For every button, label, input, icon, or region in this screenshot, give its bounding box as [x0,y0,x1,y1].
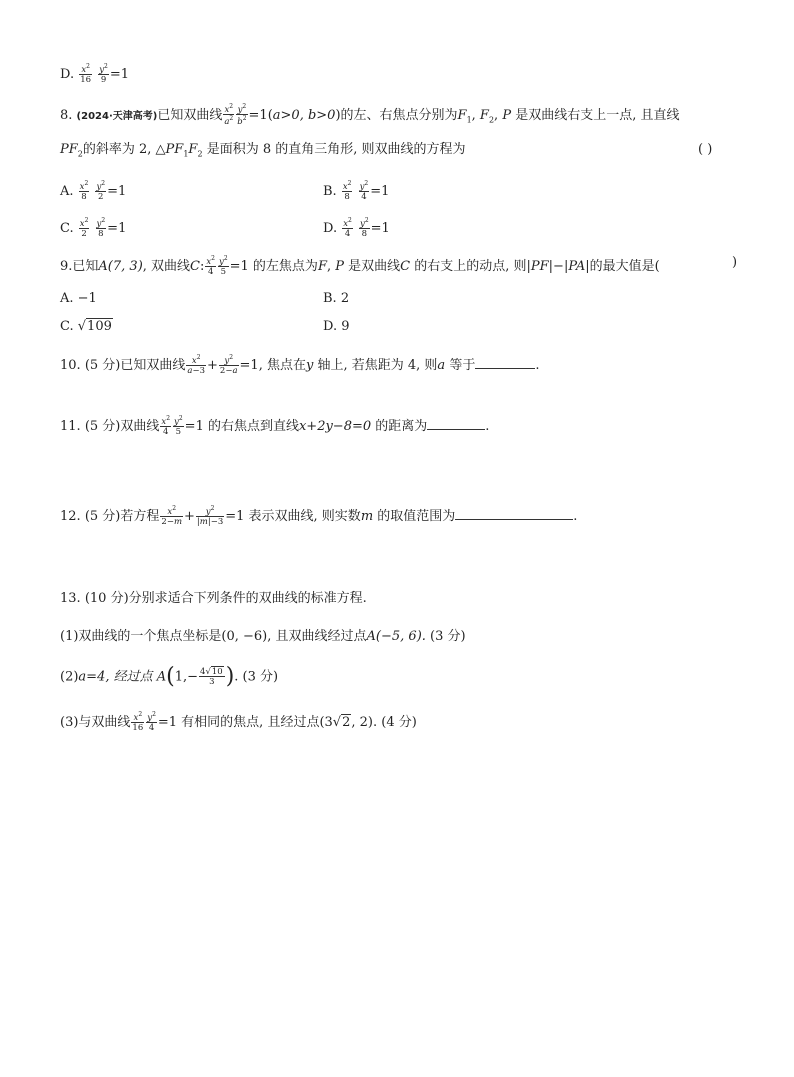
answer-blank[interactable] [455,507,573,520]
q8-option-b[interactable]: B. $\frac{x^2}{8}$ $\frac{y^2}{4}$ =1 [323,180,390,203]
q7-option-d[interactable]: D. $\frac{x^2}{16}$ $\frac{y^2}{9}$ =1 [60,63,130,86]
fraction-x2-16: $\frac{x^2}{16}$ [80,63,92,86]
question-10: 10. (5 分)已知双曲线 $\frac{x^2}{a-3}$ + $\frac{y^2}{2-a}$ =1, 焦点在y 轴上, 若焦距为 4, 则a 等于 . [60,354,540,377]
source-tag: (2024·天津高考) [76,110,158,122]
answer-blank[interactable] [427,417,485,430]
q9-option-a[interactable]: A. −1 [60,291,97,306]
fraction-x2-a2: $\frac{x^2}{a^2}$ [224,103,234,128]
answer-blank[interactable] [475,356,535,369]
question-13-part-3: (3)与双曲线 $\frac{x^2}{16}$ $\frac{y^2}{4}$ =1 有相同的焦点, 且经过点(3√2, 2). (4 分) [60,711,417,734]
question-12: 12. (5 分)若方程 $\frac{x^2}{2-m}$ + $\frac{y^2}{|m|-3}$ =1 表示双曲线, 则实数m 的取值范围为 . [60,505,578,528]
sqrt-109: 109 [87,319,112,334]
question-11: 11. (5 分)双曲线 $\frac{x^2}{4}$ $\frac{y^2}{5}$ =1 的右焦点到直线x+2y−8=0 的距离为 . [60,415,490,438]
fraction-y2-b2: $\frac{y^2}{b^2}$ [237,103,247,128]
question-13: 13. (10 分)分别求适合下列条件的双曲线的标准方程. [60,591,367,606]
question-9: 9.已知A(7, 3), 双曲线C: $\frac{x^2}{4}$ $\frac{y^2}{5}$ =1 的左焦点为F, P 是双曲线C 的右支上的动点, 则|PF|−|PA|的最大值是( [60,255,660,278]
q8-option-d[interactable]: D. $\frac{x^2}{4}$ $\frac{y^2}{8}$ =1 [323,217,390,240]
question-13-part-1: (1)双曲线的一个焦点坐标是(0, −6), 且双曲线经过点A(−5, 6). (3 分) [60,629,466,644]
question-9-answer-paren[interactable]: ) [732,255,738,270]
question-13-part-2: (2)a=4, 经过点 A(1,− $\frac{4√10}{3}$ ). (3 分) [60,664,279,689]
q9-option-c[interactable]: C. √109 [60,319,112,334]
question-8-line-2: $PF_2$的斜率为 2, $\triangle PF_1F_2$ 是面积为 8 的直角三角形, 则双曲线的方程为 [60,142,466,159]
fraction-y2-9: $\frac{y^2}{9}$ [99,63,108,86]
q8-option-a[interactable]: A. $\frac{x^2}{8}$ $\frac{y^2}{2}$ =1 [60,180,127,203]
question-8-line-1: 8. (2024·天津高考)已知双曲线 $\frac{x^2}{a^2}$ $\frac{y^2}{b^2}$ =1(a>0, b>0)的左、右焦点分别为$F_1$, $F_2$, P 是双曲线右支上一点, 且直线 [60,103,680,128]
q9-option-b[interactable]: B. 2 [323,291,350,306]
question-8-answer-paren[interactable]: ( ) [698,142,713,157]
q8-option-c[interactable]: C. $\frac{x^2}{2}$ $\frac{y^2}{8}$ =1 [60,217,127,240]
q9-option-d[interactable]: D. 9 [323,319,350,334]
fraction-4sqrt10-3: $\frac{4√10}{3}$ [200,666,223,687]
